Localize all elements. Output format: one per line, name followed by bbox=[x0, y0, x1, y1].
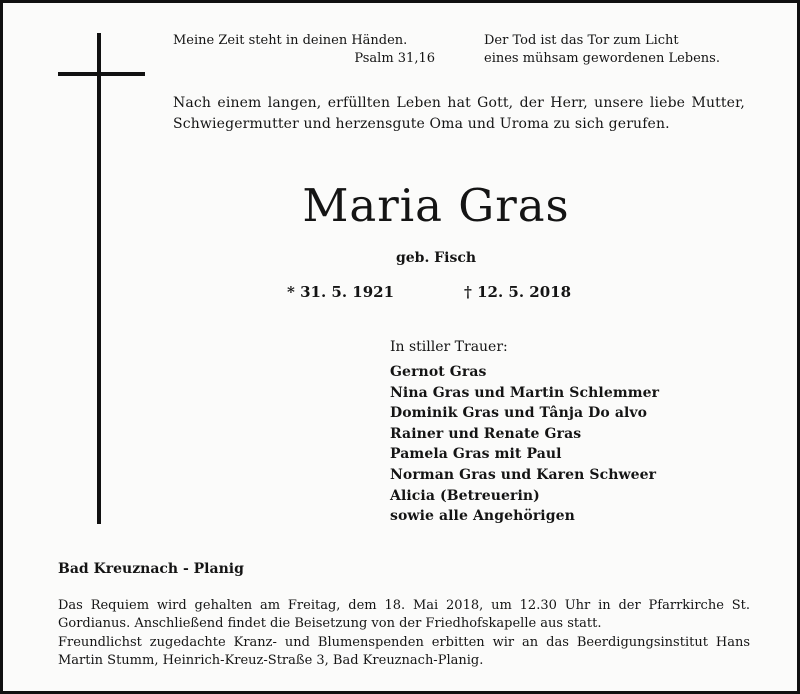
mourner-name: Rainer und Renate Gras bbox=[390, 425, 582, 442]
verse-left-text: Meine Zeit steht in deinen Händen. bbox=[173, 33, 408, 48]
quote-line-1: Der Tod ist das Tor zum Licht bbox=[484, 33, 679, 48]
mourner-name: Dominik Gras und Tânja Do alvo bbox=[390, 405, 648, 422]
flower-notice: Freundlichst zugedachte Kranz- und Blumenspenden erbitten wir an das Beerdigungsinstitut Hans Martin Stumm, Heinrich-Kreuz-Straße 3, Bad Kreuznach-Planig. bbox=[58, 635, 750, 668]
mourning-heading: In stiller Trauer: bbox=[390, 339, 508, 355]
mourner-name: Pamela Gras mit Paul bbox=[390, 446, 562, 463]
intro-text: Nach einem langen, erfüllten Leben hat Gott, der Herr, unsere liebe Mutter, Schwiegermutter und herzensgute Oma und Uroma zu sich gerufen. bbox=[173, 95, 745, 132]
mourner-name: sowie alle Angehörigen bbox=[390, 508, 575, 525]
birth-name: geb. Fisch bbox=[395, 250, 477, 266]
verse-reference: Psalm 31,16 bbox=[354, 51, 435, 66]
quote-line-2: eines mühsam gewordenen Lebens. bbox=[484, 51, 720, 66]
deceased-name: Maria Gras bbox=[302, 179, 570, 232]
mourner-name: Nina Gras und Martin Schlemmer bbox=[390, 384, 660, 401]
psalm-verse bbox=[173, 32, 435, 68]
death-date: † 12. 5. 2018 bbox=[464, 283, 572, 301]
requiem-notice: Das Requiem wird gehalten am Freitag, dem 18. Mai 2018, um 12.30 Uhr in der Pfarrkirche St. Gordianus. Anschließend findet die Beisetzung von der Friedhofskapelle aus statt. bbox=[58, 598, 750, 631]
place-heading: Bad Kreuznach - Planig bbox=[58, 561, 244, 577]
mourner-name: Alicia (Betreuerin) bbox=[390, 487, 540, 504]
mourners-list bbox=[390, 362, 659, 527]
mourner-name: Norman Gras und Karen Schweer bbox=[390, 466, 657, 483]
mourner-name: Gernot Gras bbox=[390, 364, 487, 380]
birth-date: * 31. 5. 1921 bbox=[287, 283, 395, 301]
death-quote bbox=[484, 32, 754, 68]
